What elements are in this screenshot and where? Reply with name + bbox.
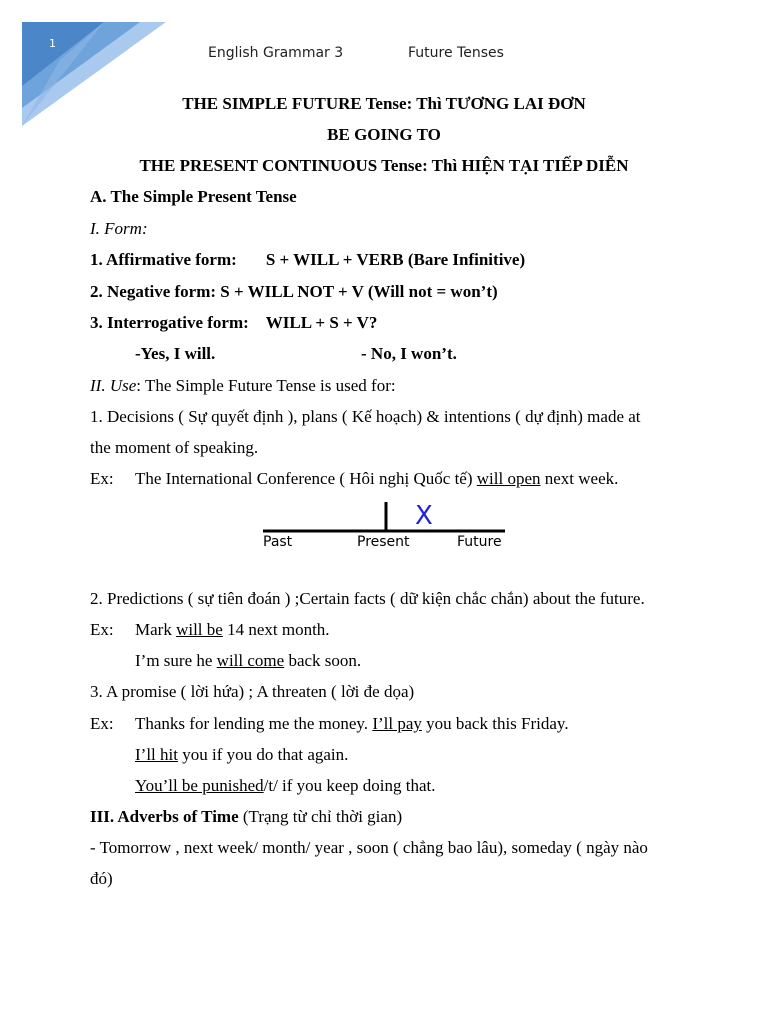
form-heading: I. Form:	[90, 219, 148, 238]
example-3a-verb: I’ll pay	[372, 714, 422, 733]
adverbs-line2: đó)	[90, 869, 113, 888]
affirmative-formula: S + WILL + VERB (Bare Infinitive)	[265, 250, 526, 269]
negative-label: 2. Negative form:	[90, 282, 217, 301]
example-2b-text: I’m sure he	[135, 651, 217, 670]
use-2: 2. Predictions ( sự tiên đoán ) ;Certain facts ( dữ kiện chắc chắn) about the future.	[90, 589, 645, 608]
interrogative-label: 3. Interrogative form:	[90, 313, 249, 332]
title-be-going-to: BE GOING TO	[327, 125, 441, 144]
adverbs-line1: - Tomorrow , next week/ month/ year , soon ( chẳng bao lâu), someday ( ngày nào	[90, 838, 648, 857]
negative-form	[90, 282, 498, 302]
use-heading-rest: : The Simple Future Tense is used for:	[136, 376, 396, 395]
interrogative-formula: WILL + S + V?	[265, 313, 378, 332]
timeline-marker: X	[415, 501, 433, 531]
example-2b-verb: will come	[216, 651, 285, 670]
example-1-text: The International Conference ( Hôi nghị Quốc tế)	[135, 469, 477, 488]
answer-yes: -Yes, I will.	[135, 344, 216, 363]
adverbs-heading-text: III. Adverbs of Time	[90, 807, 239, 826]
example-2a-tail: 14 next month.	[222, 620, 330, 639]
example-3b-tail: you if you do that again.	[177, 745, 349, 764]
example-3c-tail: /t/ if you keep doing that.	[263, 776, 436, 795]
use-heading	[90, 376, 396, 396]
example-1-tail: next week.	[540, 469, 619, 488]
timeline-diagram	[255, 498, 515, 554]
example-2a-text: Mark	[135, 620, 177, 639]
use-heading-number: II.	[90, 376, 110, 395]
use-1-line1: 1. Decisions ( Sự quyết định ), plans ( Kế hoạch) & intentions ( dự định) made at	[90, 407, 641, 426]
page-number: 1	[49, 37, 56, 50]
affirmative-label: 1. Affirmative form:	[90, 250, 237, 269]
example-1	[135, 469, 618, 489]
timeline-present-label: Present	[357, 534, 410, 550]
title-present-continuous: THE PRESENT CONTINUOUS Tense: Thì HIỆN TẠI TIẾP DIỄN	[139, 156, 629, 175]
example-1-label: Ex:	[90, 469, 114, 488]
example-1-verb: will open	[476, 469, 541, 488]
use-heading-word: Use	[109, 376, 137, 395]
header-topic: Future Tenses	[408, 45, 504, 61]
title-simple-future: THE SIMPLE FUTURE Tense: Thì TƯƠNG LAI ĐƠN	[182, 94, 586, 113]
example-3a-tail: you back this Friday.	[421, 714, 569, 733]
negative-formula: S + WILL NOT + V (Will not = won’t)	[220, 282, 498, 301]
example-3a	[135, 714, 569, 734]
example-3c	[135, 776, 435, 796]
example-2b-tail: back soon.	[284, 651, 362, 670]
header-course: English Grammar 3	[208, 45, 344, 61]
example-3b	[135, 745, 348, 765]
adverbs-heading	[90, 807, 402, 827]
use-1-line2: the moment of speaking.	[90, 438, 259, 457]
example-2a	[135, 620, 330, 640]
section-a-heading: A. The Simple Present Tense	[90, 187, 297, 206]
timeline-future-label: Future	[457, 534, 502, 550]
example-3a-text: Thanks for lending me the money.	[135, 714, 373, 733]
use-3: 3. A promise ( lời hứa) ; A threaten ( lời đe dọa)	[90, 682, 415, 701]
timeline-past-label: Past	[263, 534, 293, 550]
interrogative-form	[90, 313, 377, 333]
example-3-label: Ex:	[90, 714, 114, 733]
affirmative-form	[90, 250, 525, 270]
answer-no: - No, I won’t.	[361, 344, 457, 363]
example-2-label: Ex:	[90, 620, 114, 639]
example-2b	[135, 651, 361, 671]
example-3b-verb: I’ll hit	[135, 745, 178, 764]
example-3c-verb: You’ll be punished	[135, 776, 264, 795]
adverbs-heading-note: (Trạng từ chỉ thời gian)	[238, 807, 403, 826]
example-2a-verb: will be	[176, 620, 223, 639]
